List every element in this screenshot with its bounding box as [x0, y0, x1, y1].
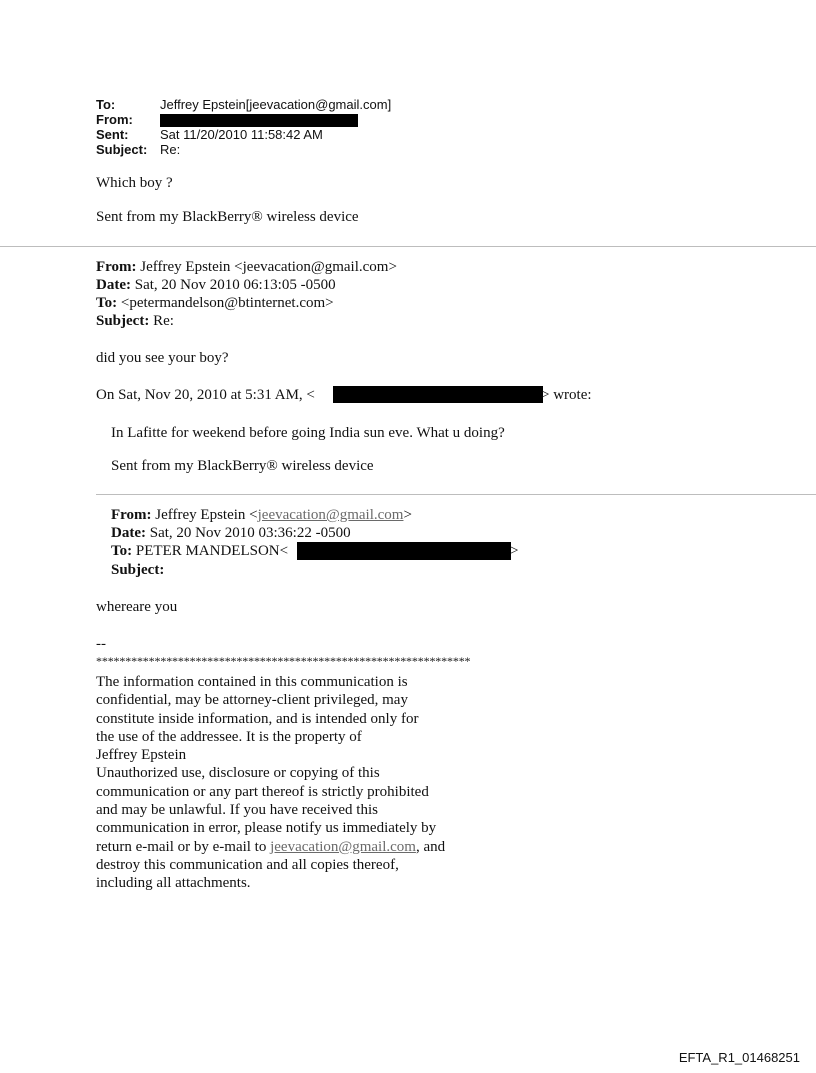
message2-from-row	[96, 258, 397, 276]
message2-date-value: Sat, 20 Nov 2010 06:13:05 -0500	[134, 277, 336, 293]
header-from-row	[96, 112, 160, 127]
message1-signature: Sent from my BlackBerry® wireless device	[96, 209, 359, 225]
header-from-label: From:	[96, 112, 133, 127]
disclaimer-line: Jeffrey Epstein	[96, 747, 187, 764]
disclaimer-line: communication in error, please notify us immediately by	[96, 820, 437, 837]
message2-quote-suffix: > wrote:	[541, 387, 592, 403]
header-sent-row	[96, 127, 323, 142]
disclaimer-line: The information contained in this communication is	[96, 674, 408, 690]
message2-to-label: To:	[96, 295, 118, 311]
signature-dashes: --	[96, 636, 106, 652]
message2-quoted-signature: Sent from my BlackBerry® wireless device	[111, 458, 374, 474]
message2-subject-label: Subject:	[96, 313, 150, 329]
message1-body: Which boy ?	[96, 175, 173, 191]
message2-quote-prefix: On Sat, Nov 20, 2010 at 5:31 AM, <	[96, 387, 315, 403]
header-to-row	[96, 97, 391, 112]
message3-date-label: Date:	[111, 525, 146, 541]
disclaimer-line: Unauthorized use, disclosure or copying of this	[96, 765, 380, 782]
message2-from-value: Jeffrey Epstein <jeevacation@gmail.com>	[140, 259, 397, 275]
message3-from-row	[111, 506, 412, 524]
disclaimer-line: the use of the addressee. It is the property of	[96, 728, 362, 745]
header-to-label: To:	[96, 97, 116, 112]
disclaimer-email-suffix: , and	[415, 838, 446, 855]
disclaimer-line: including all attachments.	[96, 875, 251, 892]
message2-subject-row	[96, 312, 174, 330]
message2-date-label: Date:	[96, 277, 131, 293]
message2-to-value: <petermandelson@btinternet.com>	[120, 295, 334, 311]
message3-date-row	[111, 524, 351, 542]
header-sent-label: Sent:	[96, 127, 129, 142]
message3-subject-label: Subject:	[111, 562, 165, 578]
redaction-bar	[297, 542, 511, 560]
disclaimer	[96, 673, 496, 893]
message3-to-label: To:	[111, 543, 133, 559]
message3-to-suffix: >	[510, 543, 519, 559]
disclaimer-line: confidential, may be attorney-client privileged, may	[96, 692, 408, 709]
message2-to-row	[96, 294, 334, 312]
disclaimer-email-prefix: return e-mail or by e-mail to	[96, 838, 271, 855]
message3-to-row	[111, 542, 288, 560]
signature-stars: ****************************************************************	[96, 654, 471, 668]
header-subject-label: Subject:	[96, 142, 148, 157]
message2-from-label: From:	[96, 259, 137, 275]
divider	[96, 494, 816, 495]
divider	[0, 246, 816, 247]
disclaimer-email-link[interactable]: jeevacation@gmail.com	[270, 838, 416, 855]
message3-from-email-link[interactable]: jeevacation@gmail.com	[257, 507, 404, 523]
message3-subject-row	[111, 561, 164, 579]
header-sent-value: Sat 11/20/2010 11:58:42 AM	[160, 127, 323, 142]
message2-date-row	[96, 276, 336, 294]
header-subject-row	[96, 142, 180, 157]
redaction-bar	[333, 386, 543, 403]
message3-to-value: PETER MANDELSON<	[135, 543, 289, 559]
header-to-value: Jeffrey Epstein[jeevacation@gmail.com]	[160, 97, 392, 112]
disclaimer-line-email	[96, 838, 496, 856]
message3-body: whereare you	[96, 599, 178, 615]
document-id: EFTA_R1_01468251	[678, 1050, 800, 1065]
message3-from-label: From:	[111, 507, 152, 523]
message3-from-suffix: >	[403, 507, 412, 523]
disclaimer-line: constitute inside information, and is intended only for	[96, 710, 419, 727]
disclaimer-line: communication or any part thereof is strictly prohibited	[96, 783, 429, 800]
disclaimer-line: destroy this communication and all copies thereof,	[96, 856, 399, 873]
disclaimer-line: and may be unlawful. If you have received this	[96, 802, 378, 819]
message3-date-value: Sat, 20 Nov 2010 03:36:22 -0500	[149, 525, 351, 541]
message2-quoted-body: In Lafitte for weekend before going India sun eve. What u doing?	[111, 425, 505, 441]
message2-body: did you see your boy?	[96, 350, 229, 366]
header-subject-value: Re:	[160, 142, 181, 157]
redaction-bar	[160, 114, 358, 127]
message3-from-prefix: Jeffrey Epstein <	[155, 507, 258, 523]
message2-subject-value: Re:	[153, 313, 174, 329]
